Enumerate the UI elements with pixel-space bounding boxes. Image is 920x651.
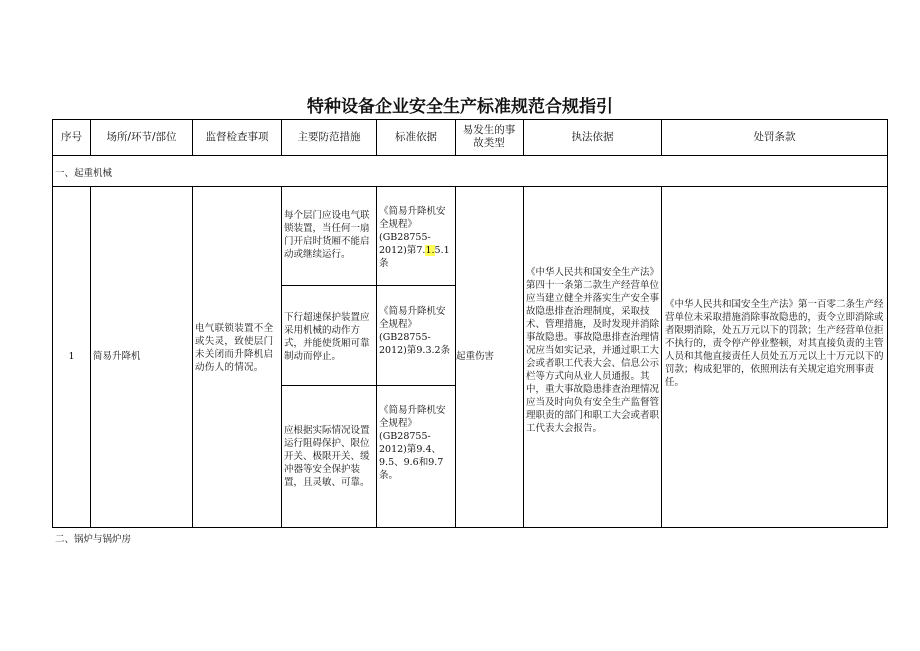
standard-2: 《简易升降机安全规程》(GB28755-2012)第9.3.2条 — [379, 306, 451, 356]
row-number: 1 — [68, 351, 75, 362]
measure-1: 每个层门应设电气联锁装置，当任何一扇门开启时货厢不能启动或继续运行。 — [284, 210, 370, 260]
row-place: 简易升降机 — [93, 351, 141, 362]
section-heading-2: 二、锅炉与锅炉房 — [55, 534, 132, 545]
standard-1: 《简易升降机安全规程》(GB28755-2012)第7.1.5.1条 — [379, 206, 450, 269]
header-place: 场所/环节/部位 — [106, 131, 177, 143]
header-accident-type: 易发生的事故类型 — [462, 124, 516, 149]
measure-3: 应根据实际情况设置运行阻碍保护、限位开关、极限开关、缓冲器等安全保护装置，且灵敏、可靠。 — [284, 425, 370, 488]
highlight-mark: 1. — [425, 245, 435, 256]
standard-3: 《简易升降机安全规程》(GB28755-2012)第9.4、9.5、9.6和9.7条。 — [379, 405, 446, 481]
header-law-basis: 执法依据 — [571, 131, 614, 143]
accident-type: 起重伤害 — [456, 351, 495, 362]
penalty-clause: 《中华人民共和国安全生产法》第一百零二条生产经营单位未采取措施消除事故隐患的，责令立即消除或者限期消除，处五万元以下的罚款；生产经营单位拒不执行的，责令停产停业整顿，对其直接负责的主管人员和其他直接责任人员处五万元以上十万元以下的罚款；构成犯罪的，依照刑法有关规定追究刑事责任。 — [665, 299, 884, 388]
header-measures: 主要防范措施 — [297, 131, 361, 143]
law-basis: 《中华人民共和国安全生产法》第四十一条第二款生产经营单位应当建立健全并落实生产安全事故隐患排查治理制度，采取技术、管理措施，及时发现并消除事故隐患。事故隐患排查治理情况应当如实记录，并通过职工大会或者职工代表大会、信息公示栏等方式向从业人员通报。其中，重大事故隐患排查治理情况应当及时向负有安全生产监督管理职责的部门和职工大会或者职工代表大会报告。 — [526, 267, 660, 434]
section-heading: 一、起重机械 — [55, 168, 113, 179]
header-no: 序号 — [61, 131, 82, 143]
measure-2: 下行超速保护装置应采用机械的动作方式，并能使货厢可靠制动而停止。 — [284, 312, 370, 362]
header-standard: 标准依据 — [395, 131, 437, 143]
page-title: 特种设备企业安全生产标准规范合规指引 — [307, 97, 613, 117]
header-inspection-item: 监督检查事项 — [205, 131, 269, 143]
header-penalty: 处罚条款 — [753, 131, 796, 143]
row-inspection-item: 电气联锁装置不全或失灵，致使层门未关闭而升降机启动伤人的情况。 — [195, 323, 274, 373]
